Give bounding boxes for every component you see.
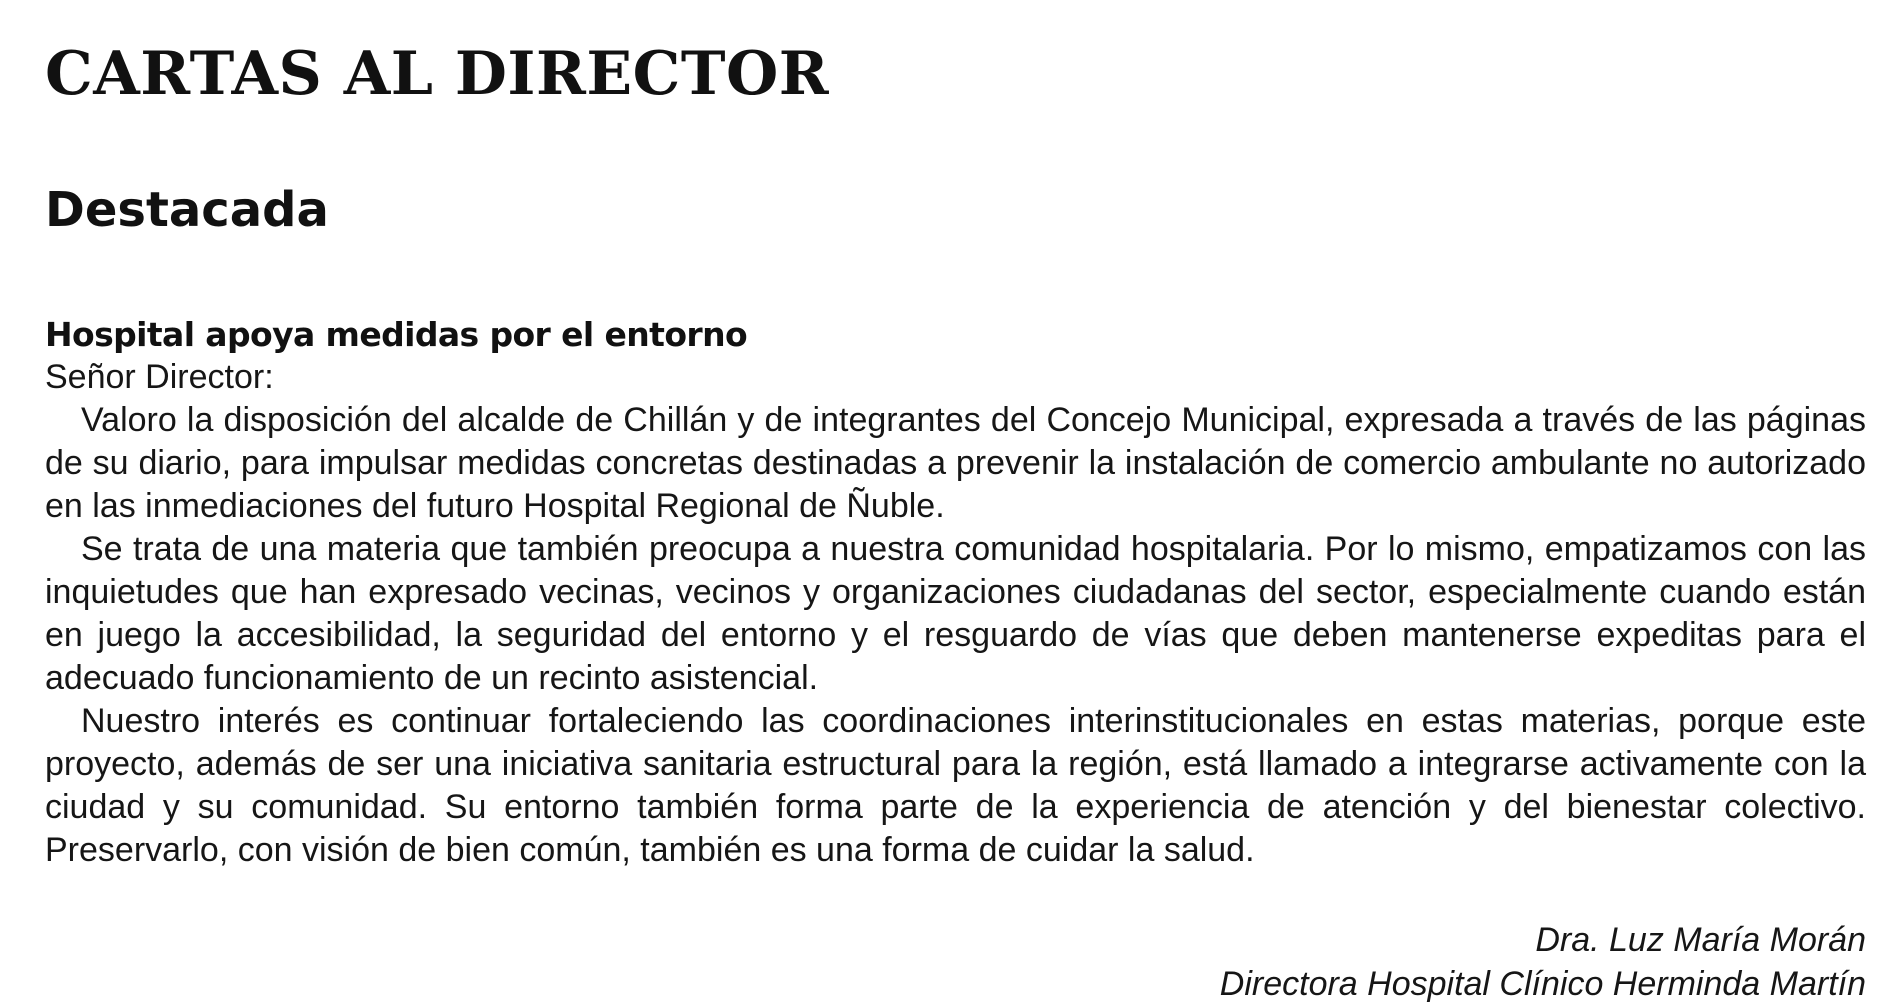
letter-salutation: Señor Director: (45, 358, 274, 396)
letter-article (45, 314, 1866, 1006)
signature-role: Directora Hospital Clínico Herminda Martín (1219, 965, 1866, 1003)
section-title: CARTAS AL DIRECTOR (45, 39, 830, 109)
letter-headline: Hospital apoya medidas por el entorno (45, 315, 748, 354)
letter-paragraph-1: Valoro la disposición del alcalde de Chillán y de integrantes del Concejo Municipal, expresada a través de las páginas de su diario, para impulsar medidas concretas destinadas a prevenir la instalación de comercio ambulante no autorizado en las inmediaciones del futuro Hospital Regional de Ñuble. (45, 401, 1866, 525)
subsection-title: Destacada (45, 182, 329, 238)
letter-paragraph-2: Se trata de una materia que también preocupa a nuestra comunidad hospitalaria. Por lo mismo, empatizamos con las inquietudes que han expresado vecinas, vecinos y organizaciones ciudadanas del sector, especialmente cuando están en juego la accesibilidad, la seguridad del entorno y el resguardo de vías que deben mantenerse expeditas para el adecuado funcionamiento de un recinto asistencial. (45, 530, 1866, 697)
letter-signature (45, 918, 1866, 1006)
signature-name: Dra. Luz María Morán (1535, 921, 1866, 959)
letter-paragraph-3: Nuestro interés es continuar fortaleciendo las coordinaciones interinstitucionales en estas materias, porque este proyecto, además de ser una iniciativa sanitaria estructural para la región, está llamado a integrarse activamente con la ciudad y su comunidad. Su entorno también forma parte de la experiencia de atención y del bienestar colectivo. Preservarlo, con visión de bien común, también es una forma de cuidar la salud. (45, 702, 1866, 869)
